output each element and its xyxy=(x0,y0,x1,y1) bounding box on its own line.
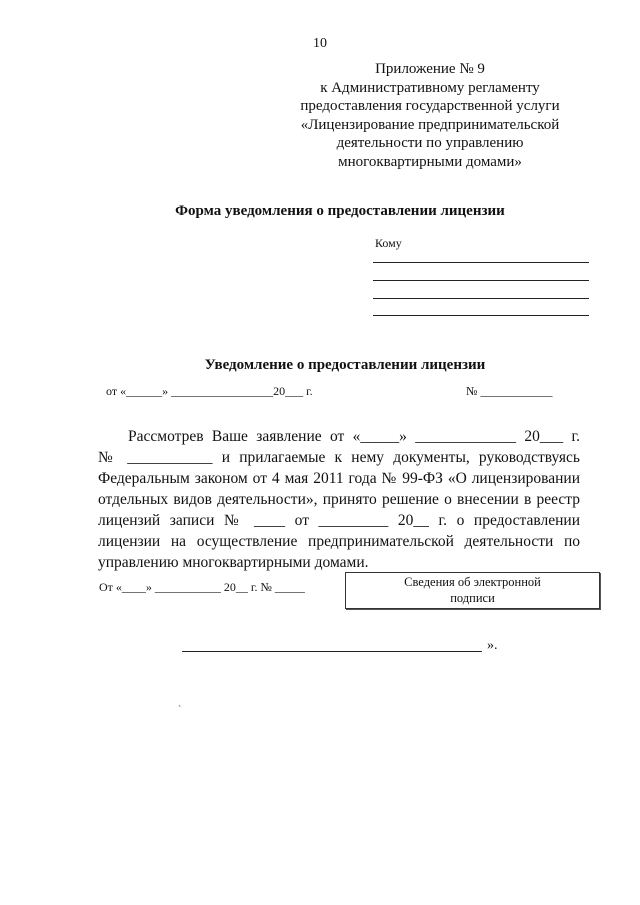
recipient-label: Кому xyxy=(375,236,402,250)
notice-number-line: № ____________ xyxy=(466,384,553,398)
notice-date-line: от «______» _________________20___ г. xyxy=(106,384,313,398)
page-number: 10 xyxy=(313,36,327,51)
body-line: лицензий записи № ____ от _________ 20__ г. о предоставлении xyxy=(98,512,580,529)
closing-quote: ». xyxy=(487,638,498,653)
body-line: Федеральным законом от 4 мая 2011 года № 99-ФЗ «О лицензировании xyxy=(98,470,580,487)
recipient-line xyxy=(373,298,589,299)
recipient-line xyxy=(373,280,589,281)
notice-title: Уведомление о предоставлении лицензии xyxy=(204,357,486,373)
signature-box-line: подписи xyxy=(450,591,495,605)
appendix-line: предоставления государственной услуги xyxy=(300,98,560,114)
appendix-line: к Административному регламенту xyxy=(320,79,540,96)
signature-box-line: Сведения об электронной xyxy=(404,575,541,589)
body-line: управлению многоквартирными домами. xyxy=(98,554,369,571)
recipient-line xyxy=(373,315,589,316)
appendix-line: Приложение № 9 xyxy=(375,61,485,77)
recipient-line xyxy=(373,262,589,263)
appendix-line: многоквартирными домами» xyxy=(338,153,522,170)
appendix-header xyxy=(280,60,580,171)
body-line: лицензии на осуществление предпринимательской деятельности по xyxy=(98,533,580,550)
appendix-line: «Лицензирование предпринимательской xyxy=(300,116,560,133)
body-line: № ___________ и прилагаемые к нему документы, руководствуясь xyxy=(98,449,580,466)
form-title: Форма уведомления о предоставлении лицензии xyxy=(175,203,505,219)
body-line: отдельных видов деятельности», принято решение о внесении в реестр xyxy=(98,491,580,508)
appendix-line: деятельности по управлению xyxy=(336,135,524,151)
stray-mark: ` xyxy=(178,705,182,716)
notice-body xyxy=(98,426,580,573)
closing-blank-line xyxy=(182,651,482,652)
electronic-signature-box xyxy=(345,572,600,609)
signature-date-line: От «____» ___________ 20__ г. № _____ xyxy=(99,580,305,594)
body-line: Рассмотрев Ваше заявление от «_____» _____________ 20___ г. xyxy=(128,428,580,445)
